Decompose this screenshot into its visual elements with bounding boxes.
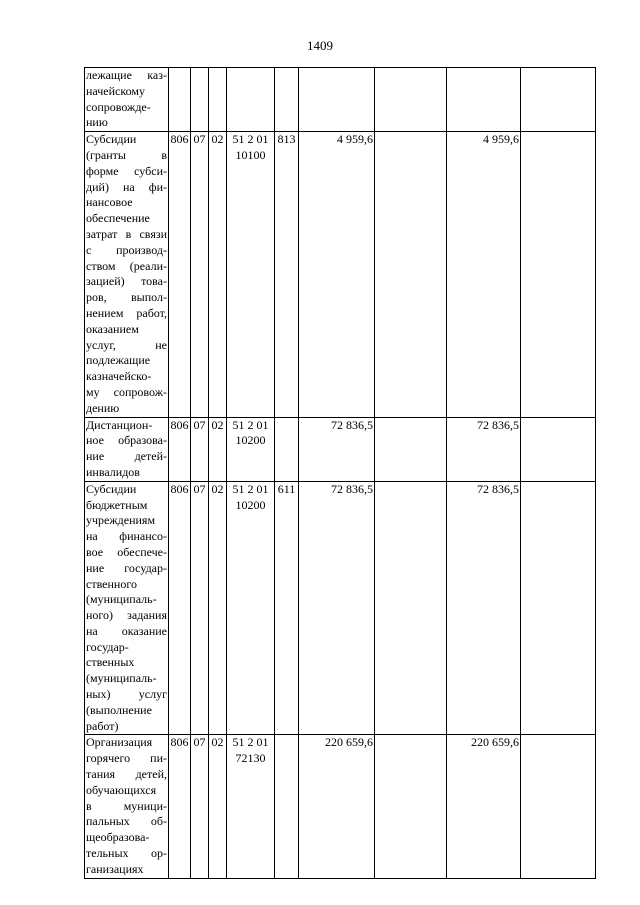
row-name [85, 481, 169, 735]
column-2 [375, 132, 447, 417]
article-code [227, 68, 275, 132]
section-code: 07 [191, 735, 209, 878]
article-code-line: 51 2 01 [232, 132, 269, 147]
section-code: 07 [191, 481, 209, 735]
row-name-line: лежащие каз- [86, 68, 167, 82]
row-name-line: ственных [86, 655, 135, 670]
amount: 72 836,5 [299, 417, 375, 481]
row-name-line: Субсидии [86, 132, 137, 147]
table-row [85, 68, 596, 132]
amount: 220 659,6 [299, 735, 375, 878]
column-4 [521, 132, 596, 417]
article-code-line: 51 2 01 [232, 481, 269, 496]
row-name-line: бюджетным [86, 497, 148, 512]
section-code [191, 68, 209, 132]
article-code-line: 72130 [235, 751, 266, 766]
amount-2: 72 836,5 [447, 481, 521, 735]
amount-2: 220 659,6 [447, 735, 521, 878]
column-4 [521, 68, 596, 132]
row-name-line: на финансо- [86, 529, 167, 544]
row-name-line: (гранты в [86, 147, 167, 162]
row-name [85, 735, 169, 878]
subsection-code: 02 [209, 735, 227, 878]
subsection-code: 02 [209, 132, 227, 417]
row-name-line: услуг, не [86, 337, 167, 352]
row-name-line: нию [86, 115, 108, 130]
row-name-line: нансовое [86, 195, 133, 210]
row-name-line: (муниципаль- [86, 592, 157, 607]
column-2 [375, 481, 447, 735]
row-name-line: ственного [86, 576, 137, 591]
row-name-line: щеобразова- [86, 830, 150, 845]
section-code: 07 [191, 132, 209, 417]
column-4 [521, 417, 596, 481]
row-name-line: ние государ- [86, 560, 167, 575]
article-code [227, 481, 275, 735]
row-name-line: дению [86, 400, 120, 415]
row-name-line: ние детей- [86, 449, 167, 464]
row-name-line: подлежащие [86, 353, 151, 368]
row-name-line: государ- [86, 639, 129, 654]
subsection-code [209, 68, 227, 132]
article-code-line: 51 2 01 [232, 417, 269, 432]
article-code-line: 10200 [235, 433, 266, 448]
row-name-line: дий) на фи- [86, 179, 167, 194]
row-name-line: ного) задания [86, 608, 167, 623]
row-name-line: нением работ, [86, 305, 167, 320]
row-name-line: форме субси- [86, 163, 167, 178]
article-code-line: 51 2 01 [232, 735, 269, 750]
expense-type-code [275, 735, 299, 878]
row-name-line: работ) [86, 718, 119, 733]
row-name-line: пальных об- [86, 814, 167, 829]
article-code [227, 132, 275, 417]
amount-2: 72 836,5 [447, 417, 521, 481]
row-name-line: ное образова- [86, 433, 167, 448]
row-name-line: тания детей, [86, 767, 167, 782]
row-name-line: (выполнение [86, 702, 152, 717]
row-name-line: на оказание [86, 623, 167, 638]
row-name-line: ных) услуг [86, 687, 167, 702]
row-name-line: вое обеспече- [86, 544, 167, 559]
row-name-line: начейскому [86, 83, 145, 98]
table-row [85, 735, 596, 878]
row-name-line: ров, выпол- [86, 290, 167, 305]
subsection-code: 02 [209, 481, 227, 735]
article-code-line: 10200 [235, 497, 266, 512]
ministry-code: 806 [169, 132, 191, 417]
column-2 [375, 417, 447, 481]
article-code-line: 10100 [235, 147, 266, 162]
row-name-line: тельных ор- [86, 846, 167, 861]
row-name-line: инвалидов [86, 464, 140, 479]
table-row [85, 417, 596, 481]
column-4 [521, 735, 596, 878]
table-row [85, 481, 596, 735]
row-name-line: учреждениям [86, 513, 156, 528]
amount-2: 4 959,6 [447, 132, 521, 417]
ministry-code: 806 [169, 417, 191, 481]
subsection-code: 02 [209, 417, 227, 481]
row-name [85, 68, 169, 132]
column-2 [375, 68, 447, 132]
amount-2 [447, 68, 521, 132]
row-name-line: Дистанцион- [86, 417, 153, 432]
row-name [85, 417, 169, 481]
section-code: 07 [191, 417, 209, 481]
table-row [85, 132, 596, 417]
article-code [227, 417, 275, 481]
row-name-line: (муниципаль- [86, 671, 157, 686]
row-name-line: с производ- [86, 242, 167, 257]
column-4 [521, 481, 596, 735]
row-name-line: Организация [86, 735, 153, 750]
row-name-line: обеспечение [86, 211, 150, 226]
amount: 72 836,5 [299, 481, 375, 735]
expense-type-code [275, 417, 299, 481]
row-name-line: сопровожде- [86, 99, 151, 114]
table-body [85, 68, 596, 879]
row-name-line: в муници- [86, 798, 167, 813]
row-name-line: горячего пи- [86, 751, 167, 766]
row-name-line: Субсидии [86, 481, 137, 496]
row-name-line: ганизациях [86, 861, 144, 876]
row-name-line: ством (реали- [86, 258, 167, 273]
ministry-code [169, 68, 191, 132]
expense-type-code [275, 68, 299, 132]
row-name-line: оказанием [86, 321, 139, 336]
ministry-code: 806 [169, 735, 191, 878]
expense-type-code: 813 [275, 132, 299, 417]
amount [299, 68, 375, 132]
budget-table [84, 67, 596, 879]
row-name-line: му сопровож- [86, 384, 167, 399]
ministry-code: 806 [169, 481, 191, 735]
row-name-line: затрат в связи [86, 226, 167, 241]
page-number: 1409 [307, 38, 333, 53]
row-name-line: казначейско- [86, 369, 152, 384]
column-2 [375, 735, 447, 878]
expense-type-code: 611 [275, 481, 299, 735]
amount: 4 959,6 [299, 132, 375, 417]
row-name [85, 132, 169, 417]
row-name-line: обучающихся [86, 782, 157, 797]
article-code [227, 735, 275, 878]
row-name-line: зацией) това- [86, 274, 167, 289]
